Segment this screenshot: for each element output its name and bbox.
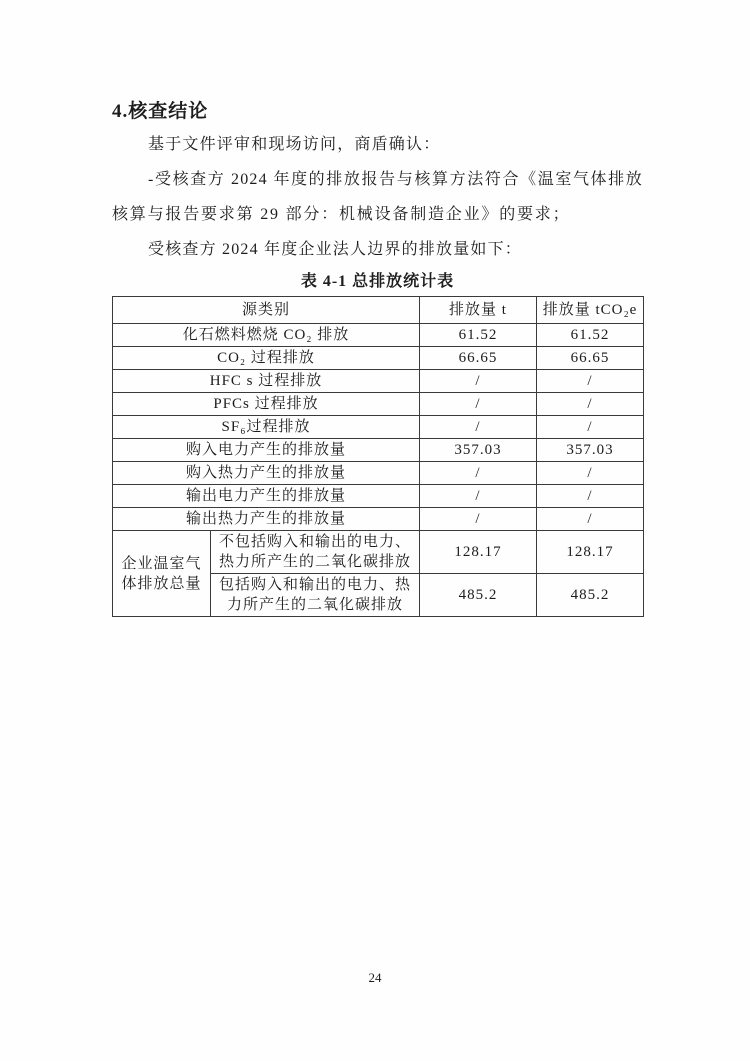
- total-group-label: 企业温室气体排放总量: [113, 531, 211, 617]
- table-header-row: [113, 297, 644, 324]
- cell-emission-t: /: [420, 370, 537, 393]
- table-row: [113, 462, 644, 485]
- cell-emission-tco2e: /: [537, 485, 644, 508]
- cell-emission-tco2e: 66.65: [537, 347, 644, 370]
- cell-source: PFCs 过程排放: [113, 393, 420, 416]
- table-row: [113, 347, 644, 370]
- table-row: [113, 416, 644, 439]
- table-row: [113, 393, 644, 416]
- cell-emission-t: 485.2: [420, 574, 537, 617]
- col-header-emission-t: 排放量 t: [420, 297, 537, 324]
- cell-source: 购入热力产生的排放量: [113, 462, 420, 485]
- paragraph-finding-line1: -受核查方 2024 年度的排放报告与核算方法符合《温室气体排放: [148, 171, 643, 188]
- cell-emission-t: 61.52: [420, 324, 537, 347]
- table-caption: 表 4-1 总排放统计表: [300, 273, 455, 290]
- cell-emission-t: /: [420, 462, 537, 485]
- table-row: [113, 324, 644, 347]
- total-row-description: 包括购入和输出的电力、热力所产生的二氧化碳排放: [211, 574, 420, 617]
- cell-emission-t: /: [420, 416, 537, 439]
- cell-emission-t: /: [420, 508, 537, 531]
- cell-emission-tco2e: 128.17: [537, 531, 644, 574]
- table-row: [113, 485, 644, 508]
- cell-emission-tco2e: /: [537, 393, 644, 416]
- cell-source: SF₆过程排放: [113, 416, 420, 439]
- cell-emission-t: 66.65: [420, 347, 537, 370]
- cell-source: 化石燃料燃烧 CO₂ 排放: [113, 324, 420, 347]
- cell-emission-tco2e: /: [537, 416, 644, 439]
- table-row: [113, 370, 644, 393]
- cell-source: 购入电力产生的排放量: [113, 439, 420, 462]
- paragraph-finding-line2: 核算与报告要求第 29 部分：机械设备制造企业》的要求；: [112, 206, 571, 223]
- cell-emission-t: 357.03: [420, 439, 537, 462]
- cell-emission-t: 128.17: [420, 531, 537, 574]
- col-header-emission-tco2e: 排放量 tCO₂e: [537, 297, 644, 324]
- cell-source: 输出电力产生的排放量: [113, 485, 420, 508]
- cell-emission-tco2e: /: [537, 462, 644, 485]
- cell-emission-tco2e: 485.2: [537, 574, 644, 617]
- cell-emission-tco2e: 61.52: [537, 324, 644, 347]
- col-header-source-category: 源类别: [113, 297, 420, 324]
- table-row-total: [113, 531, 644, 574]
- cell-source: 输出热力产生的排放量: [113, 508, 420, 531]
- cell-emission-t: /: [420, 485, 537, 508]
- section-heading: 4.核查结论: [112, 101, 209, 122]
- cell-emission-tco2e: 357.03: [537, 439, 644, 462]
- cell-emission-t: /: [420, 393, 537, 416]
- cell-source: CO₂ 过程排放: [113, 347, 420, 370]
- emissions-table: [112, 296, 644, 617]
- table-row: [113, 508, 644, 531]
- page-number: 24: [368, 970, 382, 985]
- paragraph-emission-intro: 受核查方 2024 年度企业法人边界的排放量如下：: [148, 241, 523, 258]
- total-row-description: 不包括购入和输出的电力、热力所产生的二氧化碳排放: [211, 531, 420, 574]
- cell-source: HFC s 过程排放: [113, 370, 420, 393]
- cell-emission-tco2e: /: [537, 508, 644, 531]
- cell-emission-tco2e: /: [537, 370, 644, 393]
- table-row: [113, 439, 644, 462]
- paragraph-intro: 基于文件评审和现场访问，商盾确认：: [148, 136, 441, 153]
